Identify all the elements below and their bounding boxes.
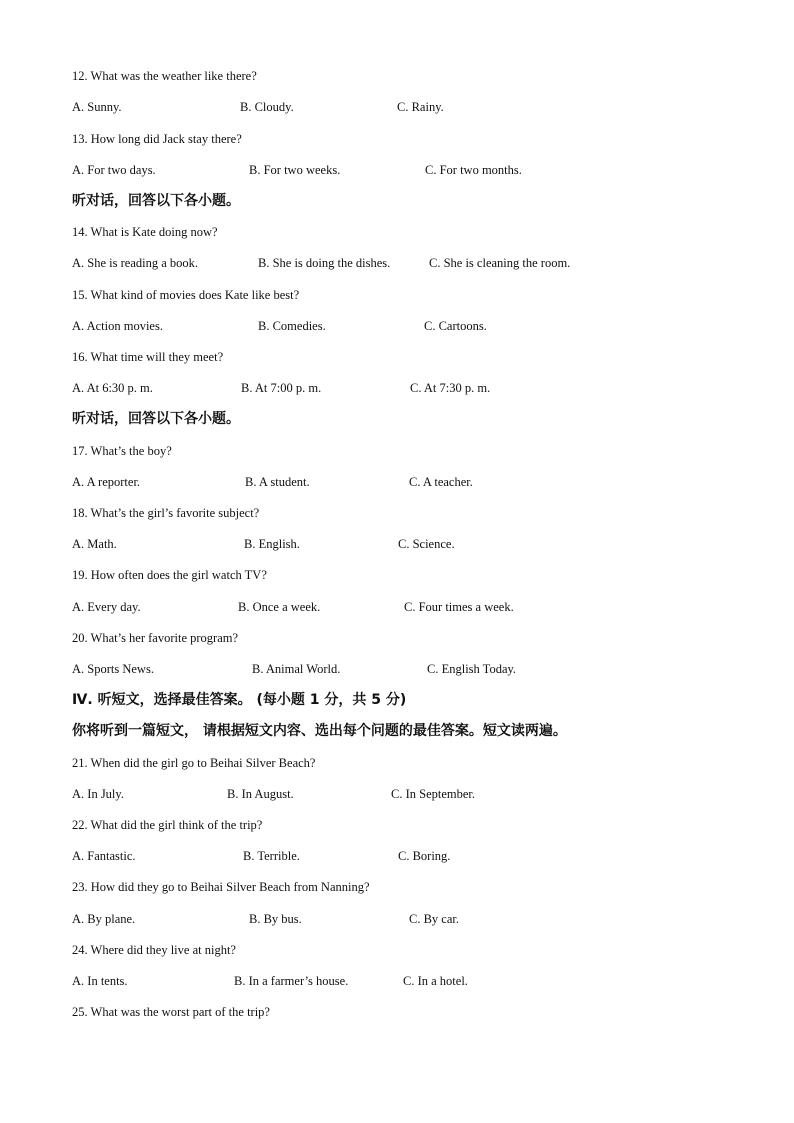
question-22: 22. What did the girl think of the trip?	[72, 818, 263, 832]
option-c: C. She is cleaning the room.	[429, 256, 571, 270]
option-c: C. Cartoons.	[424, 319, 487, 333]
question-23: 23. How did they go to Beihai Silver Beach from Nanning?	[72, 880, 370, 894]
option-b: B. English.	[244, 537, 300, 551]
option-b: B. Terrible.	[243, 849, 300, 863]
section-heading: 听对话，回答以下各小题。	[72, 411, 240, 427]
question-12: 12. What was the weather like there?	[72, 69, 257, 83]
question-24: 24. Where did they live at night?	[72, 943, 236, 957]
option-a: A. In July.	[72, 787, 124, 801]
section-heading: 听对话，回答以下各小题。	[72, 193, 240, 209]
option-b: B. In a farmer’s house.	[234, 974, 349, 988]
option-a: A. Math.	[72, 537, 117, 551]
question-14: 14. What is Kate doing now?	[72, 225, 218, 239]
question-20: 20. What’s her favorite program?	[72, 631, 239, 645]
question-18: 18. What’s the girl’s favorite subject?	[72, 506, 260, 520]
option-c: C. Boring.	[398, 849, 451, 863]
option-c: C. English Today.	[427, 662, 517, 676]
option-c: C. At 7:30 p. m.	[410, 381, 491, 395]
question-16: 16. What time will they meet?	[72, 350, 224, 364]
option-c: C. Four times a week.	[404, 600, 514, 614]
option-b: B. Comedies.	[258, 319, 326, 333]
question-13: 13. How long did Jack stay there?	[72, 132, 242, 146]
option-c: C. In a hotel.	[403, 974, 468, 988]
question-17: 17. What’s the boy?	[72, 444, 172, 458]
option-a: A. Action movies.	[72, 319, 163, 333]
option-a: A. Every day.	[72, 600, 141, 614]
option-a: A. For two days.	[72, 163, 156, 177]
option-c: C. Rainy.	[397, 100, 444, 114]
option-a: A. A reporter.	[72, 475, 141, 489]
option-b: B. In August.	[227, 787, 294, 801]
section-instructions: 你将听到一篇短文， 请根据短文内容、选出每个问题的最佳答案。短文读两遍。	[72, 723, 567, 739]
option-a: A. She is reading a book.	[72, 256, 199, 270]
option-c: C. By car.	[409, 912, 459, 926]
option-c: C. For two months.	[425, 163, 522, 177]
section-title: Ⅳ. 听短文，选择最佳答案。 (每小题 1 分，共 5 分)	[72, 692, 407, 708]
option-a: A. At 6:30 p. m.	[72, 381, 153, 395]
option-b: B. For two weeks.	[249, 163, 341, 177]
option-a: A. By plane.	[72, 912, 136, 926]
option-b: B. She is doing the dishes.	[258, 256, 391, 270]
option-b: B. Animal World.	[252, 662, 341, 676]
option-a: A. Sports News.	[72, 662, 154, 676]
option-b: B. Once a week.	[238, 600, 321, 614]
option-c: C. Science.	[398, 537, 455, 551]
option-c: C. A teacher.	[409, 475, 473, 489]
question-19: 19. How often does the girl watch TV?	[72, 568, 267, 582]
option-c: C. In September.	[391, 787, 476, 801]
option-b: B. Cloudy.	[240, 100, 294, 114]
question-21: 21. When did the girl go to Beihai Silver Beach?	[72, 756, 316, 770]
question-25: 25. What was the worst part of the trip?	[72, 1005, 270, 1019]
option-a: A. In tents.	[72, 974, 128, 988]
question-15: 15. What kind of movies does Kate like best?	[72, 288, 300, 302]
option-b: B. A student.	[245, 475, 310, 489]
option-a: A. Fantastic.	[72, 849, 136, 863]
option-a: A. Sunny.	[72, 100, 122, 114]
option-b: B. At 7:00 p. m.	[241, 381, 322, 395]
option-b: B. By bus.	[249, 912, 302, 926]
